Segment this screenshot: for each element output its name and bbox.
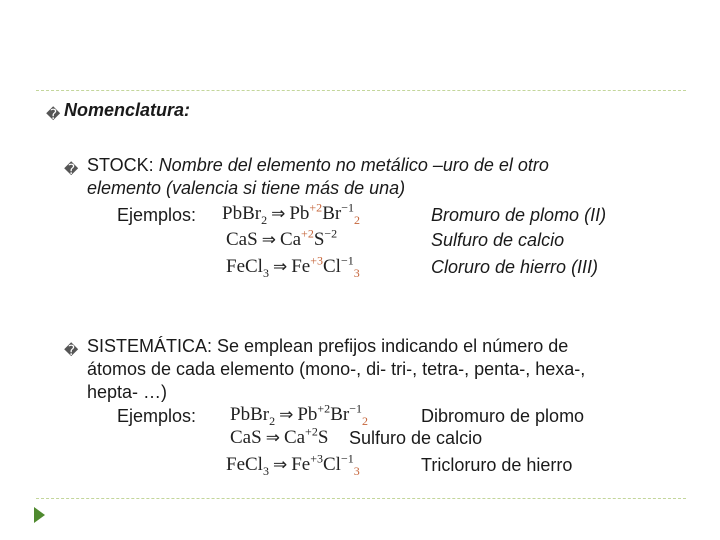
stock-examples-label: Ejemplos: xyxy=(117,205,197,225)
stock-formula-3: FeCl$_3$ ⇒ $Fe^{+3}Cl^{-1}_3$ xyxy=(226,253,360,280)
sistematica-description-line-2: átomos de cada elemento (mono-, di- tri-, tetra-, penta-, hexa-, xyxy=(87,359,586,379)
bullet-icon: � xyxy=(46,106,61,122)
stock-label: STOCK: xyxy=(87,155,159,175)
sistematica-compound-name-1: Dibromuro de plomo xyxy=(421,406,585,426)
slide-title: Nomenclatura: xyxy=(64,100,191,120)
sistematica-description-line-1: SISTEMÁTICA: Se emplean prefijos indicando el número de xyxy=(87,336,569,356)
bullet-icon: � xyxy=(64,161,79,177)
stock-description-line-2: elemento (valencia si tiene más de una) xyxy=(87,178,406,198)
sistematica-description-line-3: hepta- …) xyxy=(87,382,168,402)
sistematica-examples-label: Ejemplos: xyxy=(117,406,197,426)
stock-definition: Nombre del elemento no metálico –uro de el otro xyxy=(158,155,549,175)
stock-compound-name-1: Bromuro de plomo (II) xyxy=(431,205,607,225)
sistematica-formula-2: CaS ⇒ $Ca^{+2}S$ xyxy=(230,424,329,448)
play-arrow-icon xyxy=(34,507,45,523)
stock-compound-name-2: Sulfuro de calcio xyxy=(431,230,565,250)
bottom-divider xyxy=(36,498,686,499)
sistematica-compound-name-3: Tricloruro de hierro xyxy=(421,455,573,475)
sistematica-formula-1: PbBr$_2$ ⇒ $Pb^{+2}Br^{-1}_2$ xyxy=(230,401,368,428)
stock-formula-1: PbBr$_2$ ⇒ $Pb^{+2}Br^{-1}_2$ xyxy=(222,200,360,227)
stock-compound-name-3: Cloruro de hierro (III) xyxy=(431,257,599,277)
sistematica-formula-3: FeCl$_3$ ⇒ $Fe^{+3}Cl^{-1}_3$ xyxy=(226,451,360,478)
stock-description-line-1 xyxy=(87,154,549,176)
top-divider xyxy=(36,90,686,91)
sistematica-compound-name-2: Sulfuro de calcio xyxy=(349,428,483,448)
stock-formula-2: CaS ⇒ $Ca^{+2}S^{-2}$ xyxy=(226,226,338,250)
bullet-icon: � xyxy=(64,342,79,358)
